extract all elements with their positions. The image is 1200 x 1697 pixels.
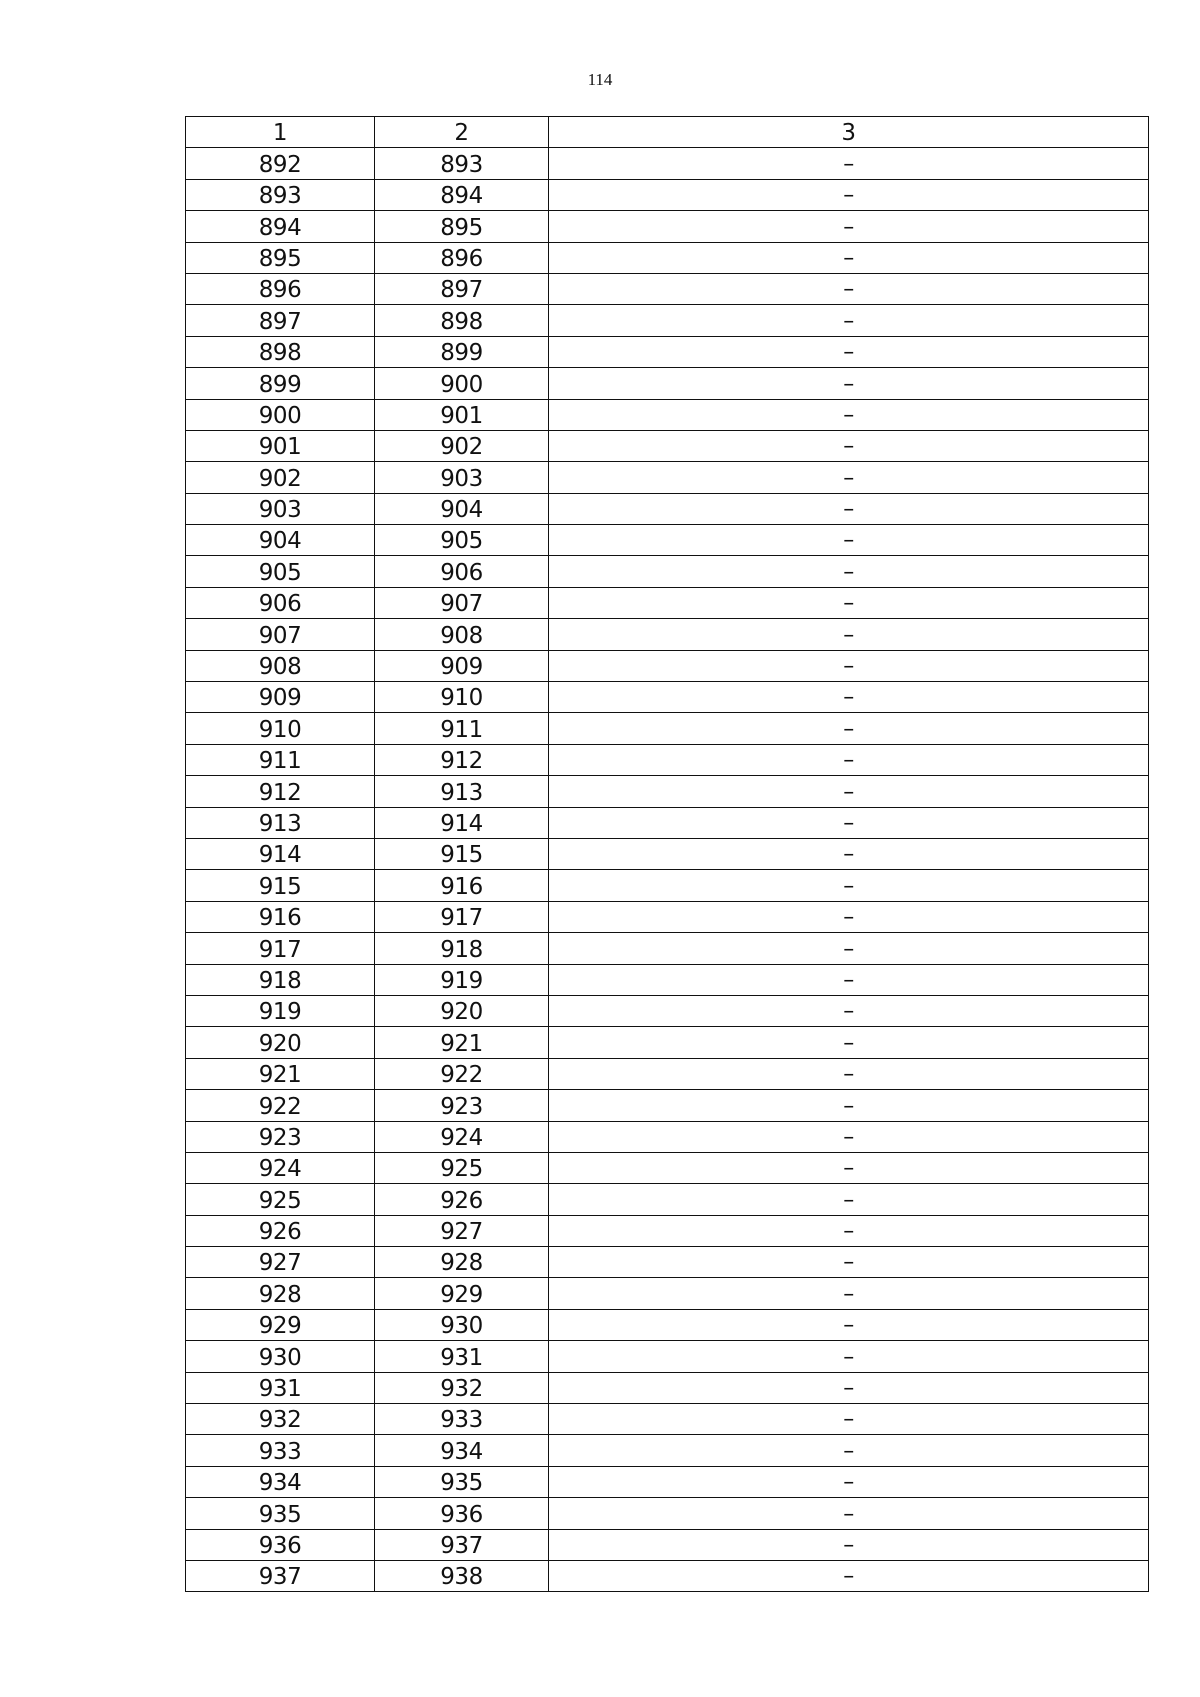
table-row xyxy=(186,901,1149,932)
table-cell-col-3: – xyxy=(549,1247,1149,1278)
table-cell-col-1: 906 xyxy=(186,587,375,618)
table-cell-col-3: – xyxy=(549,1560,1149,1591)
table-cell-col-3: – xyxy=(549,1529,1149,1560)
page-number: 114 xyxy=(587,70,613,89)
table-row xyxy=(186,1529,1149,1560)
table-cell-col-3: – xyxy=(549,556,1149,587)
table-row xyxy=(186,1372,1149,1403)
column-header-3: 3 xyxy=(549,117,1149,148)
table-cell-col-3: – xyxy=(549,1121,1149,1152)
table-row xyxy=(186,619,1149,650)
table-cell-col-1: 902 xyxy=(186,462,375,493)
table-cell-col-1: 893 xyxy=(186,179,375,210)
table-cell-col-1: 930 xyxy=(186,1341,375,1372)
table-cell-col-2: 919 xyxy=(375,964,549,995)
column-header-2: 2 xyxy=(375,117,549,148)
table-cell-col-1: 934 xyxy=(186,1466,375,1497)
table-row xyxy=(186,1121,1149,1152)
table-cell-col-2: 906 xyxy=(375,556,549,587)
table-cell-col-3: – xyxy=(549,1435,1149,1466)
table-row xyxy=(186,1309,1149,1340)
table-cell-col-1: 919 xyxy=(186,995,375,1026)
data-table-container xyxy=(185,116,1149,1592)
table-cell-col-3: – xyxy=(549,964,1149,995)
table-cell-col-1: 897 xyxy=(186,305,375,336)
data-table xyxy=(185,116,1149,1592)
table-cell-col-2: 904 xyxy=(375,493,549,524)
table-row xyxy=(186,1058,1149,1089)
table-cell-col-2: 902 xyxy=(375,430,549,461)
table-row xyxy=(186,870,1149,901)
table-row xyxy=(186,242,1149,273)
table-cell-col-3: – xyxy=(549,870,1149,901)
table-row xyxy=(186,368,1149,399)
table-cell-col-3: – xyxy=(549,493,1149,524)
table-row xyxy=(186,682,1149,713)
table-cell-col-3: – xyxy=(549,1152,1149,1183)
table-cell-col-2: 898 xyxy=(375,305,549,336)
table-row xyxy=(186,1215,1149,1246)
table-cell-col-3: – xyxy=(549,305,1149,336)
table-body xyxy=(186,117,1149,1592)
table-cell-col-1: 903 xyxy=(186,493,375,524)
table-cell-col-3: – xyxy=(549,744,1149,775)
table-cell-col-2: 932 xyxy=(375,1372,549,1403)
table-cell-col-2: 916 xyxy=(375,870,549,901)
table-cell-col-2: 922 xyxy=(375,1058,549,1089)
table-cell-col-1: 937 xyxy=(186,1560,375,1591)
table-cell-col-2: 918 xyxy=(375,933,549,964)
table-cell-col-3: – xyxy=(549,1372,1149,1403)
table-cell-col-1: 926 xyxy=(186,1215,375,1246)
table-cell-col-2: 907 xyxy=(375,587,549,618)
table-cell-col-1: 898 xyxy=(186,336,375,367)
table-cell-col-2: 893 xyxy=(375,148,549,179)
table-row xyxy=(186,336,1149,367)
table-cell-col-1: 912 xyxy=(186,776,375,807)
table-cell-col-3: – xyxy=(549,430,1149,461)
table-cell-col-2: 936 xyxy=(375,1498,549,1529)
table-cell-col-2: 937 xyxy=(375,1529,549,1560)
table-cell-col-3: – xyxy=(549,776,1149,807)
table-cell-col-2: 923 xyxy=(375,1090,549,1121)
table-cell-col-2: 903 xyxy=(375,462,549,493)
table-cell-col-1: 927 xyxy=(186,1247,375,1278)
table-cell-col-1: 924 xyxy=(186,1152,375,1183)
table-cell-col-3: – xyxy=(549,399,1149,430)
table-row xyxy=(186,179,1149,210)
table-cell-col-3: – xyxy=(549,650,1149,681)
table-cell-col-3: – xyxy=(549,682,1149,713)
table-cell-col-1: 910 xyxy=(186,713,375,744)
table-row xyxy=(186,525,1149,556)
table-cell-col-1: 932 xyxy=(186,1404,375,1435)
table-cell-col-1: 899 xyxy=(186,368,375,399)
table-cell-col-2: 928 xyxy=(375,1247,549,1278)
table-cell-col-3: – xyxy=(549,211,1149,242)
table-cell-col-2: 929 xyxy=(375,1278,549,1309)
table-row xyxy=(186,1090,1149,1121)
table-cell-col-3: – xyxy=(549,1215,1149,1246)
table-row xyxy=(186,776,1149,807)
table-cell-col-3: – xyxy=(549,587,1149,618)
table-row xyxy=(186,1560,1149,1591)
table-cell-col-2: 934 xyxy=(375,1435,549,1466)
table-cell-col-2: 915 xyxy=(375,838,549,869)
table-cell-col-1: 909 xyxy=(186,682,375,713)
table-cell-col-1: 911 xyxy=(186,744,375,775)
table-cell-col-2: 921 xyxy=(375,1027,549,1058)
table-cell-col-3: – xyxy=(549,1184,1149,1215)
table-cell-col-1: 922 xyxy=(186,1090,375,1121)
table-cell-col-1: 905 xyxy=(186,556,375,587)
table-cell-col-3: – xyxy=(549,525,1149,556)
table-cell-col-1: 923 xyxy=(186,1121,375,1152)
table-cell-col-2: 896 xyxy=(375,242,549,273)
table-cell-col-2: 912 xyxy=(375,744,549,775)
table-cell-col-1: 935 xyxy=(186,1498,375,1529)
table-cell-col-3: – xyxy=(549,1498,1149,1529)
table-cell-col-2: 910 xyxy=(375,682,549,713)
table-cell-col-1: 936 xyxy=(186,1529,375,1560)
table-cell-col-3: – xyxy=(549,807,1149,838)
table-row xyxy=(186,493,1149,524)
table-cell-col-2: 905 xyxy=(375,525,549,556)
table-cell-col-1: 900 xyxy=(186,399,375,430)
table-row xyxy=(186,964,1149,995)
table-row xyxy=(186,807,1149,838)
table-cell-col-2: 924 xyxy=(375,1121,549,1152)
table-cell-col-2: 909 xyxy=(375,650,549,681)
table-cell-col-1: 915 xyxy=(186,870,375,901)
table-row xyxy=(186,305,1149,336)
table-row xyxy=(186,148,1149,179)
table-cell-col-1: 908 xyxy=(186,650,375,681)
table-row xyxy=(186,556,1149,587)
table-cell-col-2: 914 xyxy=(375,807,549,838)
table-cell-col-3: – xyxy=(549,336,1149,367)
table-cell-col-3: – xyxy=(549,713,1149,744)
table-cell-col-2: 900 xyxy=(375,368,549,399)
table-row xyxy=(186,462,1149,493)
table-cell-col-1: 933 xyxy=(186,1435,375,1466)
table-cell-col-2: 926 xyxy=(375,1184,549,1215)
table-cell-col-3: – xyxy=(549,933,1149,964)
table-cell-col-2: 930 xyxy=(375,1309,549,1340)
table-cell-col-3: – xyxy=(549,148,1149,179)
table-cell-col-2: 899 xyxy=(375,336,549,367)
table-cell-col-1: 928 xyxy=(186,1278,375,1309)
table-cell-col-3: – xyxy=(549,368,1149,399)
table-cell-col-3: – xyxy=(549,901,1149,932)
table-cell-col-1: 925 xyxy=(186,1184,375,1215)
table-cell-col-1: 901 xyxy=(186,430,375,461)
table-cell-col-1: 894 xyxy=(186,211,375,242)
table-header-row xyxy=(186,117,1149,148)
table-cell-col-2: 920 xyxy=(375,995,549,1026)
table-cell-col-3: – xyxy=(549,1466,1149,1497)
table-cell-col-1: 904 xyxy=(186,525,375,556)
table-cell-col-2: 927 xyxy=(375,1215,549,1246)
table-cell-col-2: 933 xyxy=(375,1404,549,1435)
table-cell-col-3: – xyxy=(549,1058,1149,1089)
table-row xyxy=(186,1341,1149,1372)
table-cell-col-2: 917 xyxy=(375,901,549,932)
table-cell-col-3: – xyxy=(549,179,1149,210)
table-cell-col-1: 907 xyxy=(186,619,375,650)
table-cell-col-3: – xyxy=(549,995,1149,1026)
table-cell-col-3: – xyxy=(549,619,1149,650)
table-row xyxy=(186,1184,1149,1215)
table-row xyxy=(186,1247,1149,1278)
table-cell-col-2: 925 xyxy=(375,1152,549,1183)
table-row xyxy=(186,838,1149,869)
table-cell-col-2: 897 xyxy=(375,273,549,304)
table-row xyxy=(186,1498,1149,1529)
table-cell-col-3: – xyxy=(549,462,1149,493)
table-row xyxy=(186,933,1149,964)
table-cell-col-1: 929 xyxy=(186,1309,375,1340)
table-cell-col-2: 911 xyxy=(375,713,549,744)
table-cell-col-1: 913 xyxy=(186,807,375,838)
table-cell-col-3: – xyxy=(549,1278,1149,1309)
table-cell-col-2: 913 xyxy=(375,776,549,807)
table-cell-col-3: – xyxy=(549,838,1149,869)
table-cell-col-3: – xyxy=(549,242,1149,273)
column-header-1: 1 xyxy=(186,117,375,148)
table-cell-col-3: – xyxy=(549,1090,1149,1121)
table-cell-col-2: 894 xyxy=(375,179,549,210)
table-cell-col-3: – xyxy=(549,1341,1149,1372)
table-cell-col-2: 901 xyxy=(375,399,549,430)
table-cell-col-2: 908 xyxy=(375,619,549,650)
table-row xyxy=(186,713,1149,744)
table-row xyxy=(186,587,1149,618)
table-row xyxy=(186,273,1149,304)
table-cell-col-1: 917 xyxy=(186,933,375,964)
table-cell-col-3: – xyxy=(549,1309,1149,1340)
table-row xyxy=(186,1278,1149,1309)
table-row xyxy=(186,1466,1149,1497)
table-cell-col-1: 918 xyxy=(186,964,375,995)
table-row xyxy=(186,1435,1149,1466)
table-cell-col-3: – xyxy=(549,1404,1149,1435)
table-cell-col-2: 935 xyxy=(375,1466,549,1497)
table-row xyxy=(186,399,1149,430)
table-cell-col-1: 892 xyxy=(186,148,375,179)
table-row xyxy=(186,1027,1149,1058)
table-cell-col-1: 896 xyxy=(186,273,375,304)
table-row xyxy=(186,650,1149,681)
table-cell-col-3: – xyxy=(549,273,1149,304)
table-cell-col-1: 914 xyxy=(186,838,375,869)
table-cell-col-1: 931 xyxy=(186,1372,375,1403)
table-cell-col-1: 921 xyxy=(186,1058,375,1089)
table-row xyxy=(186,744,1149,775)
table-row xyxy=(186,1152,1149,1183)
table-row xyxy=(186,430,1149,461)
table-cell-col-2: 938 xyxy=(375,1560,549,1591)
table-row xyxy=(186,211,1149,242)
table-row xyxy=(186,1404,1149,1435)
table-cell-col-2: 931 xyxy=(375,1341,549,1372)
table-cell-col-2: 895 xyxy=(375,211,549,242)
table-row xyxy=(186,995,1149,1026)
table-cell-col-3: – xyxy=(549,1027,1149,1058)
table-cell-col-1: 920 xyxy=(186,1027,375,1058)
table-cell-col-1: 895 xyxy=(186,242,375,273)
table-cell-col-1: 916 xyxy=(186,901,375,932)
